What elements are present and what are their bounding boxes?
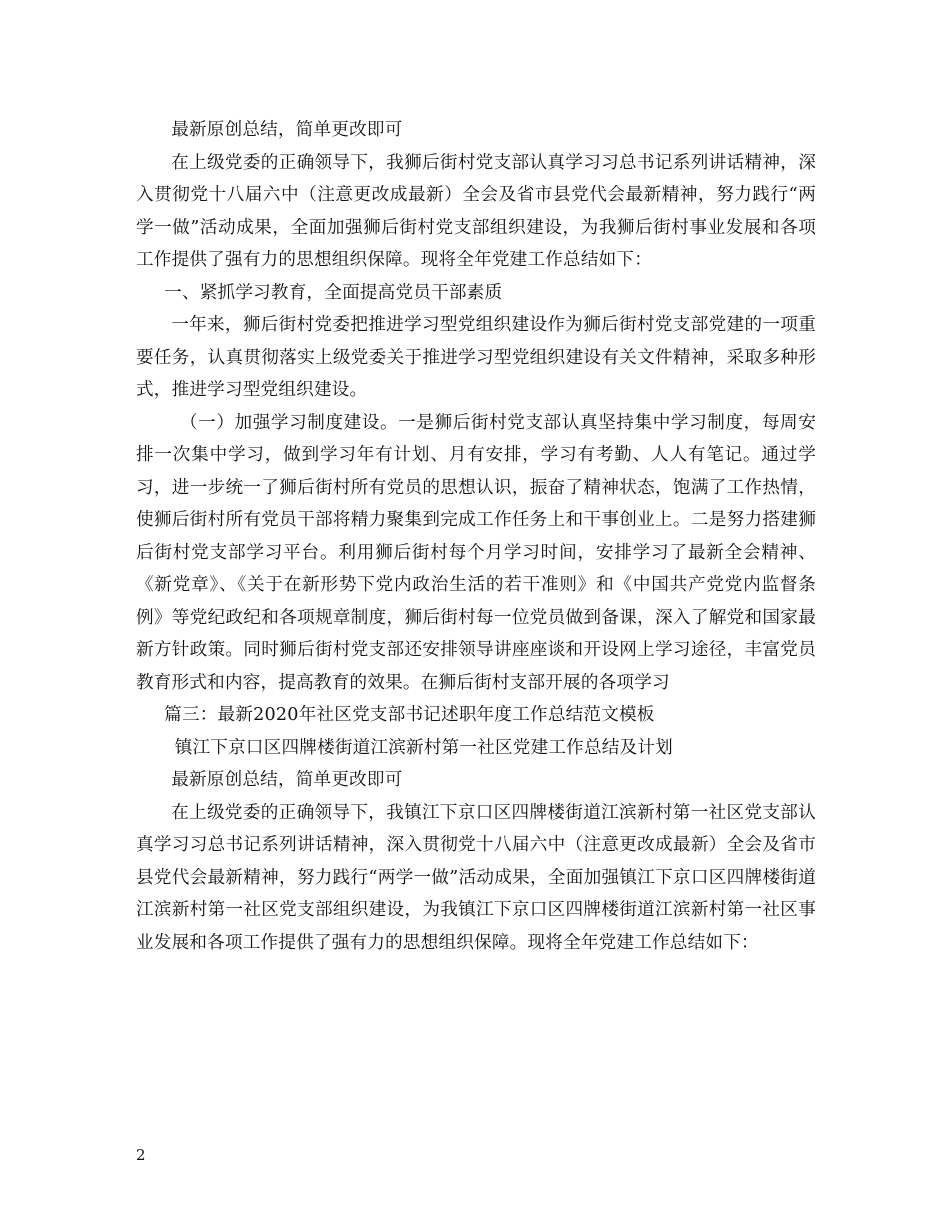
study-system-paragraph: （一）加强学习制度建设。一是狮后街村党支部认真坚持集中学习制度，每周安排一次集中学习，做到学习年有计划、月有安排，学习有考勤、人人有笔记。通过学习，进一步统一了狮后街村所有党员的思想认识，振奋了精神状态，饱满了工作热情，使狮后街村所有党员干部将精力聚集到完成工作任务上和干事创业上。二是努力搭建狮后街村党支部学习平台。利用狮后街村每个月学习时间，安排学习了最新全会精神、《新党章》、《关于在新形势下党内政治生活的若干准则》和《中国共产党党内监督条例》等党纪政纪和各项规章制度，狮后街村每一位党员做到备课，深入了解党和国家最新方针政策。同时狮后街村党支部还安排领导讲座座谈和开设网上学习途径，丰富党员教育形式和内容，提高教育的效果。在狮后街村支部开展的各项学习 (136, 412, 816, 693)
intro-note-2: 最新原创总结，简单更改即可 (171, 770, 403, 790)
community-opening-paragraph: 在上级党委的正确领导下，我镇江下京口区四牌楼街道江滨新村第一社区党支部认真学习习总书记系列讲话精神，深入贯彻党十八届六中（注意更改成最新）全会及省市县党代会最新精神，努力践行“两学一做”活动成果，全面加强镇江下京口区四牌楼街道江滨新村第一社区党支部组织建设，为我镇江下京口区四牌楼街道江滨新村第一社区事业发展和各项工作提供了强有力的思想组织保障。现将全年党建工作总结如下： (136, 802, 816, 953)
opening-paragraph: 在上级党委的正确领导下，我狮后街村党支部认真学习习总书记系列讲话精神，深入贯彻党十八届六中（注意更改成最新）全会及省市县党代会最新精神，努力践行“两学一做”活动成果，全面加强狮后街村党支部组织建设，为我狮后街村事业发展和各项工作提供了强有力的思想组织保障。现将全年党建工作总结如下： (136, 152, 816, 270)
document-body (136, 114, 816, 959)
section-1-paragraph: 一年来，狮后街村党委把推进学习型党组织建设作为狮后街村党支部党建的一项重要任务，认真贯彻落实上级党委关于推进学习型党组织建设有关文件精神，采取多种形式，推进学习型党组织建设。 (136, 315, 816, 400)
intro-note: 最新原创总结，简单更改即可 (171, 120, 403, 140)
community-report-title: 镇江下京口区四牌楼街道江滨新村第一社区党建工作总结及计划 (174, 737, 673, 758)
section-heading-1: 一、紧抓学习教育，全面提高党员干部素质 (164, 282, 503, 303)
page-number: 2 (136, 1146, 146, 1164)
chapter-three-title: 篇三：最新2020年社区党支部书记述职年度工作总结范文模板 (164, 705, 655, 725)
